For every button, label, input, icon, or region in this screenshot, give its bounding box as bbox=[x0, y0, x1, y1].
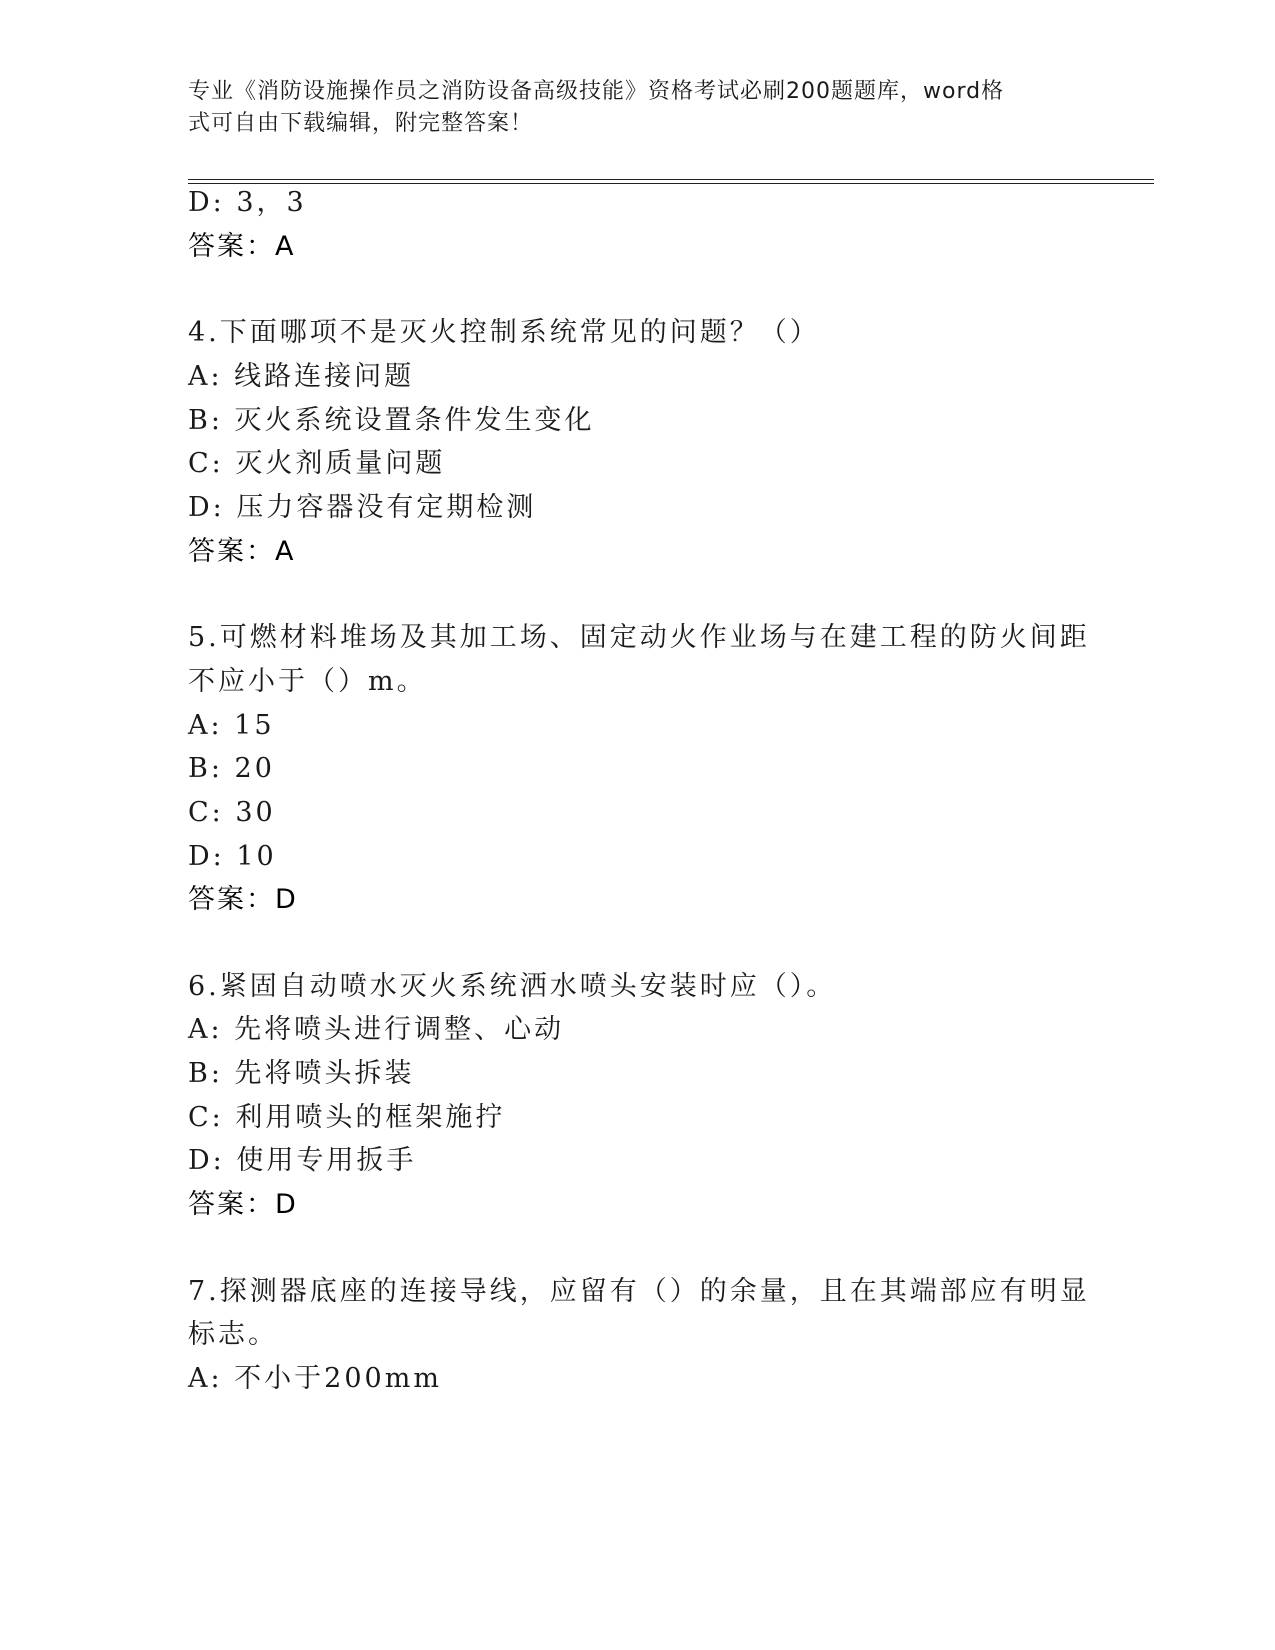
option-b: B: 20 bbox=[188, 753, 275, 784]
option-a: A: 不小于200mm bbox=[188, 1363, 442, 1394]
option-b: B: 灭火系统设置条件发生变化 bbox=[188, 405, 595, 436]
question-stem: 7.探测器底座的连接导线，应留有（）的余量，且在其端部应有明显 bbox=[188, 1276, 1090, 1307]
document-header bbox=[188, 76, 1068, 140]
option-b: B: 先将喷头拆装 bbox=[188, 1058, 415, 1089]
option-a: A: 先将喷头进行调整、心动 bbox=[188, 1014, 565, 1045]
answer-line: 答案：A bbox=[188, 231, 296, 262]
option-a: A: 15 bbox=[188, 710, 275, 741]
option-d: D: 使用专用扳手 bbox=[188, 1145, 417, 1176]
option-d: D: 10 bbox=[188, 841, 277, 872]
option-d: D: 3，3 bbox=[188, 187, 307, 218]
question-stem: 4.下面哪项不是灭火控制系统常见的问题？（） bbox=[188, 317, 820, 348]
question-stem: 5.可燃材料堆场及其加工场、固定动火作业场与在建工程的防火间距 bbox=[188, 622, 1090, 653]
header-line-2: 式可自由下载编辑，附完整答案！ bbox=[188, 111, 534, 136]
question-stem-continued: 不应小于（）m。 bbox=[188, 666, 427, 697]
answer-line: 答案：D bbox=[188, 884, 298, 915]
option-c: C: 利用喷头的框架施拧 bbox=[188, 1102, 506, 1133]
option-d: D: 压力容器没有定期检测 bbox=[188, 492, 537, 523]
question-stem-continued: 标志。 bbox=[188, 1319, 278, 1350]
header-line-1: 专业《消防设施操作员之消防设备高级技能》资格考试必刷200题题库，word格 bbox=[188, 79, 1005, 104]
answer-line: 答案：D bbox=[188, 1189, 298, 1220]
option-c: C: 30 bbox=[188, 797, 276, 828]
answer-line: 答案：A bbox=[188, 536, 296, 567]
header-divider bbox=[188, 179, 1154, 184]
question-stem: 6.紧固自动喷水灭火系统洒水喷头安装时应（）。 bbox=[188, 971, 837, 1002]
option-c: C: 灭火剂质量问题 bbox=[188, 448, 446, 479]
option-a: A: 线路连接问题 bbox=[188, 361, 415, 392]
